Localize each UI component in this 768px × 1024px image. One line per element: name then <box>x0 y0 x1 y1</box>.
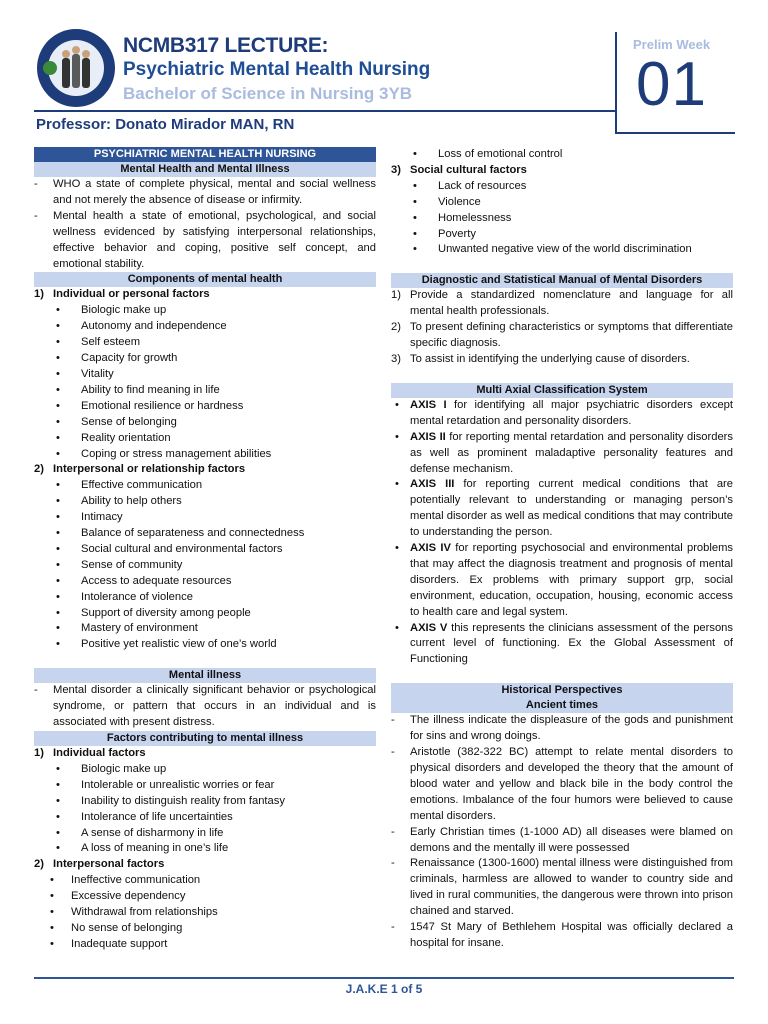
list-item: • Capacity for growth <box>34 351 376 367</box>
section-header: Diagnostic and Statistical Manual of Mental Disorders <box>391 273 733 288</box>
list-item: • Self esteem <box>34 335 376 351</box>
header-vertical-divider <box>615 32 617 134</box>
list-item: • Intimacy <box>34 510 376 526</box>
paragraph: - Mental health a state of emotional, psychological, and social wellness evidenced by satisfying interpersonal relationships, effective behavior and coping, positive self concept, and emotional stability. <box>34 209 376 270</box>
page-header <box>0 0 768 140</box>
week-label: Prelim Week <box>633 37 711 52</box>
list-item: • Coping or stress management abilities <box>34 447 376 463</box>
section-banner-main: PSYCHIATRIC MENTAL HEALTH NURSING <box>34 147 376 162</box>
list-item: • Sense of community <box>34 558 376 574</box>
list-item: • A sense of disharmony in life <box>34 826 376 842</box>
list-item: • Ability to find meaning in life <box>34 383 376 399</box>
section-header: Mental illness <box>34 668 376 683</box>
axis-item: • AXIS III for reporting current medical conditions that are potentially relevant to understanding or managing person’s mental disorder as well as medical conditions that may contribute to understanding the person. <box>391 477 733 541</box>
subject-title: Psychiatric Mental Health Nursing <box>123 59 431 80</box>
list-item: • Sense of belonging <box>34 415 376 431</box>
list-item: • Inadequate support <box>34 937 376 953</box>
numbered-heading: 2) Interpersonal factors <box>34 858 165 871</box>
list-item: • Mastery of environment <box>34 621 376 637</box>
numbered-heading: 2) Interpersonal or relationship factors <box>34 463 246 476</box>
list-item: • Support of diversity among people <box>34 606 376 622</box>
list-item: • Balance of separateness and connectedness <box>34 526 376 542</box>
section-header: Mental Health and Mental Illness <box>34 162 376 177</box>
list-item: • Biologic make up <box>34 762 376 778</box>
list-item: • Positive yet realistic view of one’s world <box>34 637 376 653</box>
list-item: • Intolerance of violence <box>34 590 376 606</box>
paragraph: - Renaissance (1300-1600) mental illness were distinguished from criminals, harmless are allowed to wander to country side and lived in rural communities, the dangerous were thrown into prison chained and starved. <box>391 857 733 918</box>
list-item: • Social cultural and environmental factors <box>34 542 376 558</box>
paragraph: - The illness indicate the displeasure of the gods and punishment for sins and wrong doings. <box>391 714 733 743</box>
paragraph: - WHO a state of complete physical, mental and social wellness and not merely the absence of disease or infirmity. <box>34 178 376 206</box>
list-item: • Poverty <box>391 227 733 243</box>
list-item: • Biologic make up <box>34 303 376 319</box>
numbered-heading: 1) Individual or personal factors <box>34 288 210 301</box>
list-item: • Autonomy and independence <box>34 319 376 335</box>
numbered-heading: 3) Social cultural factors <box>391 163 527 176</box>
list-item: • Inability to distinguish reality from fantasy <box>34 794 376 810</box>
list-item: • Homelessness <box>391 211 733 227</box>
jake-reviewer-logo <box>36 28 116 108</box>
list-item: • Lack of resources <box>391 179 733 195</box>
list-item: • Ability to help others <box>34 494 376 510</box>
footer-divider <box>34 977 734 979</box>
week-number: 01 <box>636 50 707 119</box>
list-item: • Withdrawal from relationships <box>34 905 376 921</box>
section-header: Multi Axial Classification System <box>391 383 733 398</box>
axis-item: • AXIS V this represents the clinicians assessment of the persons current level of functioning. Ex the Global Assessment of Functioning <box>391 621 733 669</box>
section-header: Factors contributing to mental illness <box>34 731 376 746</box>
list-item: • Emotional resilience or hardness <box>34 399 376 415</box>
numbered-item: 3) To assist in identifying the underlying cause of disorders. <box>391 352 690 365</box>
list-item: • Intolerance of life uncertainties <box>34 810 376 826</box>
subsection-header: Ancient times <box>391 698 733 713</box>
paragraph: - Aristotle (382-322 BC) attempt to relate mental disorders to physical disorders and developed the theory that the amount of blood water and yellow and black bile in the body control the emotions. Imbalance of the four humors were believed to cause mental disorders. <box>391 746 733 822</box>
header-week-underline <box>615 132 735 134</box>
numbered-heading: 1) Individual factors <box>34 747 146 759</box>
paragraph: - Early Christian times (1-1000 AD) all diseases were blamed on demons and the mentally ill were possessed <box>391 825 733 854</box>
paragraph: - Mental disorder a clinically significant behavior or psychological syndrome, or pattern that occurs in an individual and is associated with present distress. <box>34 684 376 729</box>
list-item: • Vitality <box>34 367 376 383</box>
paragraph: - 1547 St Mary of Bethlehem Hospital was officially declared a hospital for insane. <box>391 921 733 949</box>
list-item: • Reality orientation <box>34 431 376 447</box>
list-item: • Effective communication <box>34 478 376 494</box>
list-item: • Unwanted negative view of the world discrimination <box>391 242 733 258</box>
list-item: • Loss of emotional control <box>391 147 733 163</box>
page-number: J.A.K.E 1 of 5 <box>345 982 423 996</box>
axis-item: • AXIS II for reporting mental retardation and personality disorders as well as prominent maladaptive personality features and defense mechanism. <box>391 430 733 478</box>
header-divider <box>34 110 615 112</box>
list-item: • Ineffective communication <box>34 873 376 889</box>
list-item: • Access to adequate resources <box>34 574 376 590</box>
course-code: NCMB317 LECTURE: <box>123 34 329 57</box>
section-header: Components of mental health <box>34 272 376 287</box>
left-column <box>34 147 376 953</box>
axis-item: • AXIS IV for reporting psychosocial and environmental problems that may affect the diagnosis treatment and prognosis of mental disorders. Ex problems with primary support grp, social environment, education, occupation, housing, economic access to health care and legal system. <box>391 541 733 621</box>
numbered-item: 2) To present defining characteristics or symptoms that differentiate specific diagnosis. <box>391 321 733 350</box>
list-item: • Excessive dependency <box>34 889 376 905</box>
professor-name: Professor: Donato Mirador MAN, RN <box>36 116 295 133</box>
numbered-item: 1) Provide a standardized nomenclature and language for all mental health professionals. <box>391 289 733 318</box>
list-item: • Violence <box>391 195 733 211</box>
program-name: Bachelor of Science in Nursing 3YB <box>123 84 413 103</box>
list-item: • Intolerable or unrealistic worries or fear <box>34 778 376 794</box>
section-header: Historical Perspectives <box>391 683 733 698</box>
list-item: • A loss of meaning in one’s life <box>34 841 376 857</box>
axis-item: • AXIS I for identifying all major psychiatric disorders except mental retardation and personality disorders. <box>391 398 733 430</box>
right-column <box>391 147 733 952</box>
list-item: • No sense of belonging <box>34 921 376 937</box>
